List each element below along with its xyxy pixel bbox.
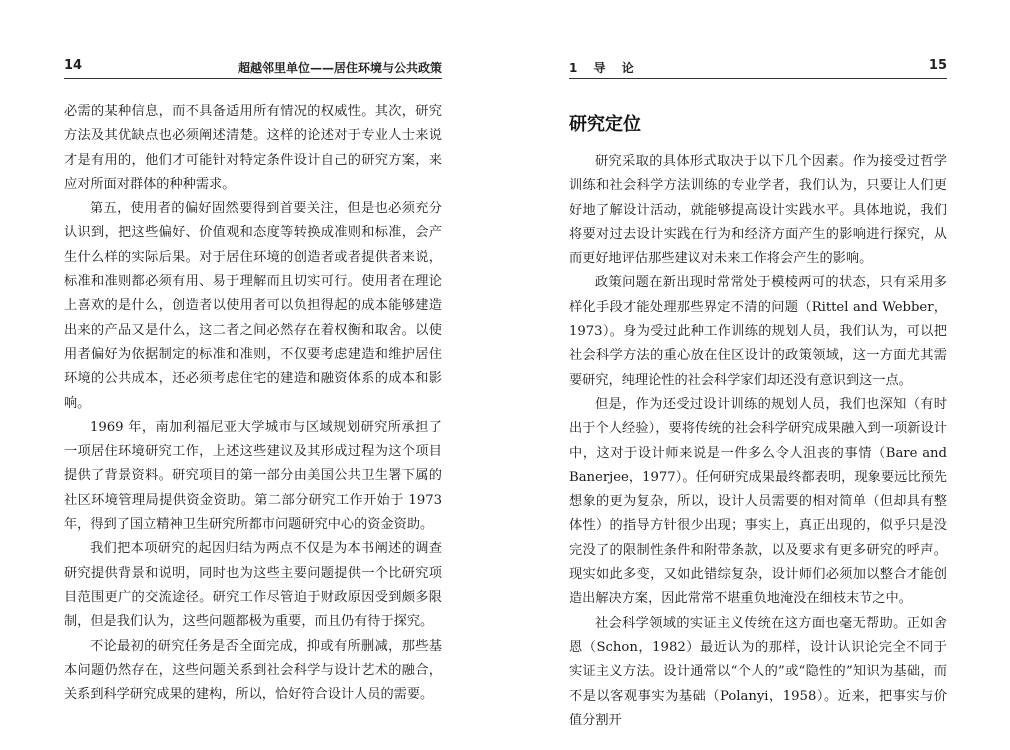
paragraph: 第五，使用者的偏好固然要得到首要关注，但是也必须充分认识到，把这些偏好、价值观和态度等转换成准则和标准，会产生什么样的实际后果。对于居住环境的创造者或者提供者来说，标准和准则都必须有用、易于理解而且切实可行。使用者在理论上喜欢的是什么，创造者以使用者可以负担得起的成本能够建造出来的产品又是什么，这二者之间必然存在着权衡和取舍。以使用者偏好为依据制定的标准和准则，不仅要考虑建造和维护居住环境的公共成本，还必须考虑住宅的建造和融资体系的成本和影响。: [64, 201, 442, 411]
paragraph: 1969 年，南加利福尼亚大学城市与区域规划研究所承担了一项居住环境研究工作，上述这些建议及其形成过程为这个项目提供了背景资料。研究项目的第一部分由美国公共卫生署下属的社区环境管理局提供资金资助。第二部分研究工作开始于 1973 年，得到了国立精神卫生研究所都市问题研究中心的资金资助。: [64, 419, 442, 533]
left-page-header: [64, 58, 442, 78]
paragraph: 但是，作为还受过设计训练的规划人员，我们也深知（有时出于个人经验），要将传统的社会科学研究成果融入到一项新设计中，这对于设计师来说是一件多么令人沮丧的事情（Bare and Banerjee，1977）。任何研究成果最终都表明，现象要远比预先想象的更为复杂，所以，设计人员需要的相对简单（但却具有整体性）的指导方针很少出现；事实上，真正出现的，似乎只是没完没了的限制性条件和附带条款，以及要求有更多研究的呼声。现实如此多变，又如此错综复杂，设计师们必须加以整合才能创造出解决方案，因此常常不堪重负地淹没在细枝末节之中。: [569, 396, 947, 607]
right-running-title: 1 导 论: [569, 61, 640, 75]
paragraph: 我们把本项研究的起因归结为两点不仅是为本书阐述的调查研究提供背景和说明，同时也为这些主要问题提供一个比研究项目范围更广的交流途径。研究工作尽管迫于财政原因受到颇多限制，但是我们认为，这些问题都极为重要，而且仍有待于探究。: [64, 541, 442, 630]
right-body-text: [569, 150, 947, 733]
right-page-header: [569, 58, 947, 78]
left-page-number: 14: [64, 58, 83, 73]
section-title: 研究定位: [569, 114, 641, 135]
left-body-text: [64, 100, 442, 707]
right-page: [505, 0, 1010, 750]
paragraph: 社会科学领域的实证主义传统在这方面也毫无帮助。正如舍恩（Schon，1982）最近认为的那样，设计认识论完全不同于实证主义方法。设计通常以“个人的”或“隐性的”知识为基础，而不是以客观事实为基础（Polanyi，1958）。近来，把事实与价值分割开: [569, 615, 947, 728]
left-running-title: 超越邻里单位——居住环境与公共政策: [237, 61, 442, 75]
left-header-rule: [64, 78, 442, 79]
paragraph: 研究采取的具体形式取决于以下几个因素。作为接受过哲学训练和社会科学方法训练的专业学者，我们认为，只要让人们更好地了解设计活动，就能够提高设计实践水平。具体地说，我们将要对过去设计实践在行为和经济方面产生的影响进行探究，从而更好地评估那些建议对未来工作将会产生的影响。: [569, 154, 947, 267]
paragraph: 必需的某种信息，而不具备适用所有情况的权威性。其次，研究方法及其优缺点也必须阐述清楚。这样的论述对于专业人士来说才是有用的，他们才可能针对特定条件设计自己的研究方案，来应对所面对群体的种种需求。: [64, 104, 442, 192]
right-header-rule: [569, 78, 947, 79]
right-page-number: 15: [928, 58, 947, 73]
paragraph: 政策问题在新出现时常常处于模棱两可的状态，只有采用多样化手段才能处理那些界定不清的问题（Rittel and Webber，1973）。身为受过此种工作训练的规划人员，我们认为，可以把社会科学方法的重心放在住区设计的政策领域，这一方面尤其需要研究，纯理论性的社会科学家们却还没有意识到这一点。: [569, 275, 947, 388]
paragraph: 不论最初的研究任务是否全面完成，抑或有所删减，那些基本问题仍然存在，这些问题关系到社会科学与设计艺术的融合，关系到科学研究成果的建构，所以，恰好符合设计人员的需要。: [64, 638, 442, 703]
